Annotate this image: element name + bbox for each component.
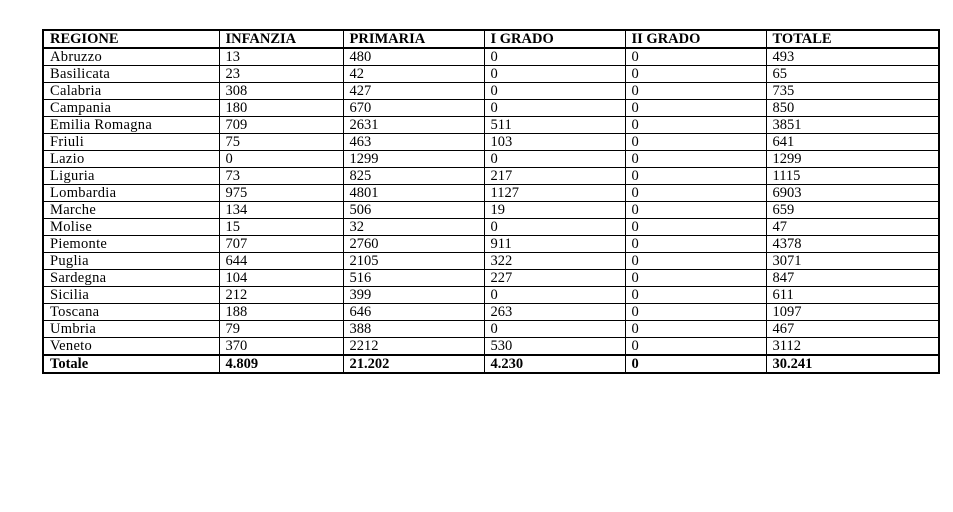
cell-region: Abruzzo (43, 48, 219, 66)
table-row (43, 117, 939, 134)
cell-infanzia: 212 (219, 287, 343, 304)
cell-primaria: 480 (343, 48, 484, 66)
total-cell-totale: 30.241 (766, 355, 939, 373)
cell-infanzia: 180 (219, 100, 343, 117)
cell-region: Calabria (43, 83, 219, 100)
cell-ii-grado: 0 (625, 321, 766, 338)
cell-i-grado: 0 (484, 219, 625, 236)
cell-region: Campania (43, 100, 219, 117)
cell-infanzia: 308 (219, 83, 343, 100)
table-row (43, 253, 939, 270)
cell-infanzia: 0 (219, 151, 343, 168)
cell-infanzia: 134 (219, 202, 343, 219)
cell-totale: 1115 (766, 168, 939, 185)
cell-i-grado: 19 (484, 202, 625, 219)
cell-primaria: 463 (343, 134, 484, 151)
cell-region: Friuli (43, 134, 219, 151)
header-regione: REGIONE (43, 30, 219, 48)
cell-totale: 1299 (766, 151, 939, 168)
table-header-row (43, 30, 939, 48)
table-row (43, 185, 939, 202)
cell-infanzia: 975 (219, 185, 343, 202)
cell-totale: 847 (766, 270, 939, 287)
cell-ii-grado: 0 (625, 287, 766, 304)
cell-ii-grado: 0 (625, 117, 766, 134)
cell-ii-grado: 0 (625, 168, 766, 185)
cell-totale: 6903 (766, 185, 939, 202)
cell-ii-grado: 0 (625, 48, 766, 66)
cell-ii-grado: 0 (625, 219, 766, 236)
cell-i-grado: 217 (484, 168, 625, 185)
header-i-grado: I GRADO (484, 30, 625, 48)
cell-ii-grado: 0 (625, 270, 766, 287)
cell-i-grado: 0 (484, 151, 625, 168)
cell-ii-grado: 0 (625, 83, 766, 100)
total-cell-primaria: 21.202 (343, 355, 484, 373)
table-row (43, 287, 939, 304)
cell-primaria: 516 (343, 270, 484, 287)
header-primaria: PRIMARIA (343, 30, 484, 48)
total-cell-i-grado: 4.230 (484, 355, 625, 373)
cell-totale: 65 (766, 66, 939, 83)
cell-infanzia: 104 (219, 270, 343, 287)
table-row (43, 338, 939, 356)
header-ii-grado: II GRADO (625, 30, 766, 48)
cell-primaria: 825 (343, 168, 484, 185)
cell-totale: 3851 (766, 117, 939, 134)
cell-totale: 3112 (766, 338, 939, 356)
cell-infanzia: 709 (219, 117, 343, 134)
total-row (43, 355, 939, 373)
cell-totale: 47 (766, 219, 939, 236)
total-cell-region: Totale (43, 355, 219, 373)
cell-primaria: 506 (343, 202, 484, 219)
table-row (43, 219, 939, 236)
cell-i-grado: 0 (484, 100, 625, 117)
cell-ii-grado: 0 (625, 66, 766, 83)
cell-primaria: 427 (343, 83, 484, 100)
cell-totale: 611 (766, 287, 939, 304)
cell-region: Marche (43, 202, 219, 219)
table-row (43, 270, 939, 287)
cell-i-grado: 1127 (484, 185, 625, 202)
cell-i-grado: 227 (484, 270, 625, 287)
cell-infanzia: 370 (219, 338, 343, 356)
table-body (43, 48, 939, 373)
cell-i-grado: 0 (484, 287, 625, 304)
cell-ii-grado: 0 (625, 202, 766, 219)
cell-i-grado: 0 (484, 66, 625, 83)
cell-i-grado: 0 (484, 83, 625, 100)
table-row (43, 151, 939, 168)
table-row (43, 66, 939, 83)
total-cell-infanzia: 4.809 (219, 355, 343, 373)
cell-primaria: 399 (343, 287, 484, 304)
cell-i-grado: 911 (484, 236, 625, 253)
cell-primaria: 2212 (343, 338, 484, 356)
cell-infanzia: 13 (219, 48, 343, 66)
regional-totals-table (42, 29, 940, 374)
cell-ii-grado: 0 (625, 236, 766, 253)
cell-infanzia: 79 (219, 321, 343, 338)
header-totale: TOTALE (766, 30, 939, 48)
cell-primaria: 1299 (343, 151, 484, 168)
cell-i-grado: 263 (484, 304, 625, 321)
cell-region: Lazio (43, 151, 219, 168)
cell-i-grado: 0 (484, 321, 625, 338)
cell-i-grado: 0 (484, 48, 625, 66)
cell-ii-grado: 0 (625, 253, 766, 270)
cell-totale: 850 (766, 100, 939, 117)
cell-region: Liguria (43, 168, 219, 185)
table-row (43, 134, 939, 151)
cell-infanzia: 707 (219, 236, 343, 253)
cell-ii-grado: 0 (625, 134, 766, 151)
cell-ii-grado: 0 (625, 338, 766, 356)
cell-infanzia: 644 (219, 253, 343, 270)
cell-primaria: 32 (343, 219, 484, 236)
cell-primaria: 4801 (343, 185, 484, 202)
cell-region: Lombardia (43, 185, 219, 202)
cell-i-grado: 103 (484, 134, 625, 151)
table-row (43, 304, 939, 321)
table-row (43, 168, 939, 185)
cell-primaria: 42 (343, 66, 484, 83)
cell-region: Emilia Romagna (43, 117, 219, 134)
table-row (43, 236, 939, 253)
cell-region: Toscana (43, 304, 219, 321)
table-row (43, 321, 939, 338)
cell-region: Basilicata (43, 66, 219, 83)
cell-totale: 493 (766, 48, 939, 66)
cell-ii-grado: 0 (625, 100, 766, 117)
cell-totale: 641 (766, 134, 939, 151)
cell-primaria: 388 (343, 321, 484, 338)
cell-region: Sicilia (43, 287, 219, 304)
cell-ii-grado: 0 (625, 304, 766, 321)
cell-infanzia: 15 (219, 219, 343, 236)
cell-totale: 4378 (766, 236, 939, 253)
cell-ii-grado: 0 (625, 151, 766, 168)
total-cell-ii-grado: 0 (625, 355, 766, 373)
cell-i-grado: 530 (484, 338, 625, 356)
cell-primaria: 2105 (343, 253, 484, 270)
table-row (43, 83, 939, 100)
cell-region: Puglia (43, 253, 219, 270)
cell-region: Piemonte (43, 236, 219, 253)
cell-totale: 735 (766, 83, 939, 100)
cell-ii-grado: 0 (625, 185, 766, 202)
cell-primaria: 2631 (343, 117, 484, 134)
table-row (43, 202, 939, 219)
cell-infanzia: 75 (219, 134, 343, 151)
cell-i-grado: 322 (484, 253, 625, 270)
cell-infanzia: 188 (219, 304, 343, 321)
table-row (43, 100, 939, 117)
cell-region: Sardegna (43, 270, 219, 287)
cell-totale: 1097 (766, 304, 939, 321)
cell-region: Molise (43, 219, 219, 236)
cell-totale: 467 (766, 321, 939, 338)
cell-totale: 3071 (766, 253, 939, 270)
cell-infanzia: 23 (219, 66, 343, 83)
cell-primaria: 2760 (343, 236, 484, 253)
cell-primaria: 646 (343, 304, 484, 321)
cell-region: Veneto (43, 338, 219, 356)
table-row (43, 48, 939, 66)
cell-primaria: 670 (343, 100, 484, 117)
cell-i-grado: 511 (484, 117, 625, 134)
header-infanzia: INFANZIA (219, 30, 343, 48)
cell-region: Umbria (43, 321, 219, 338)
cell-infanzia: 73 (219, 168, 343, 185)
cell-totale: 659 (766, 202, 939, 219)
